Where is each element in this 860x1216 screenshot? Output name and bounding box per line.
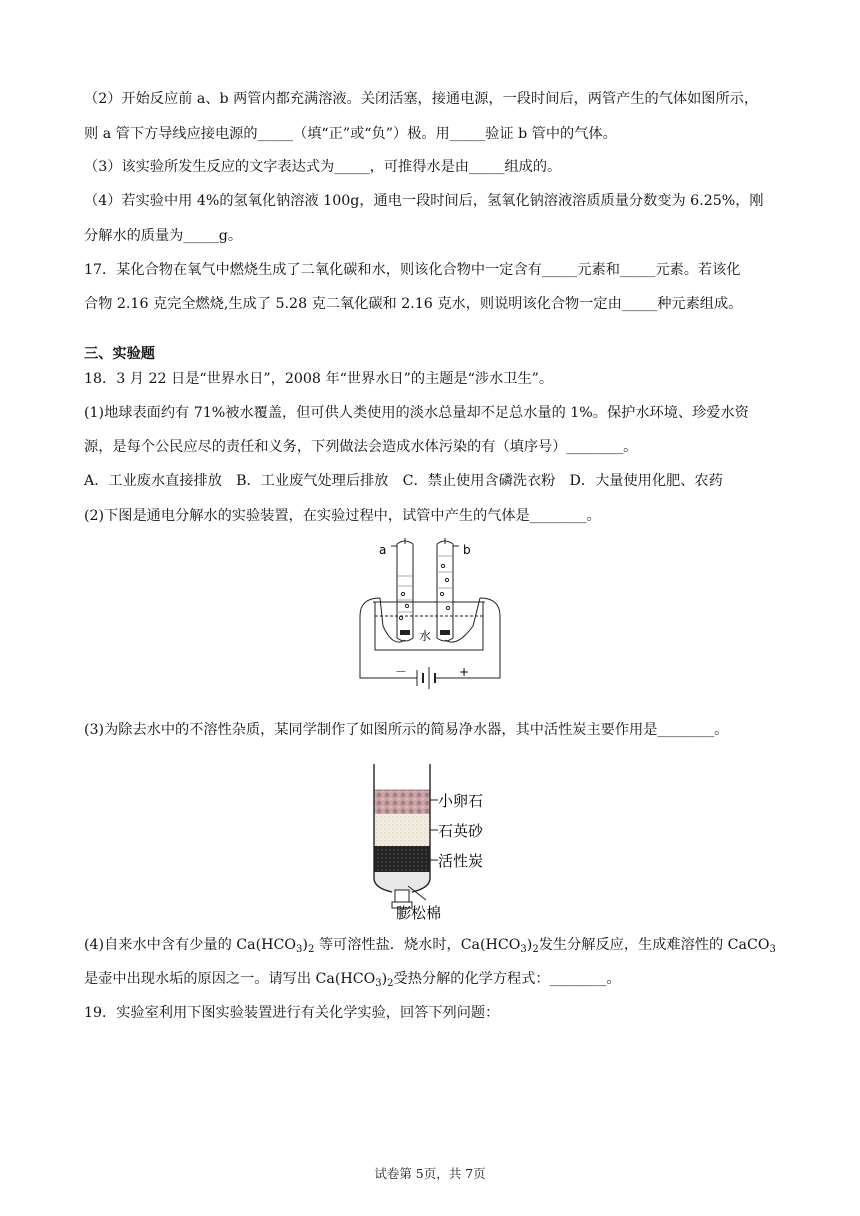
q18-intro: 18．3 月 22 日是“世界水日”，2008 年“世界水日”的主题是“涉水卫生”。 bbox=[84, 371, 554, 387]
page-footer: 试卷第 5页，共 7页 bbox=[374, 1166, 486, 1181]
negative-terminal-label: － bbox=[395, 665, 408, 679]
activated-carbon-layer-label: 活性炭 bbox=[438, 852, 484, 870]
cotton-layer-label: 膨松棉 bbox=[396, 904, 442, 922]
q18-part1-line1: (1)地球表面约有 71%被水覆盖，但可供人类使用的淡水总量却不足总水量的 1%。保护水环境、珍爱水资 bbox=[84, 405, 749, 421]
q17-line1: 17．某化合物在氧气中燃烧生成了二氧化碳和水，则该化合物中一定含有_____元素和_____元素。若该化 bbox=[84, 262, 741, 278]
tube-a-label: a bbox=[379, 543, 387, 557]
water-filter-figure bbox=[360, 760, 500, 922]
q16-part4-line2: 分解水的质量为_____g。 bbox=[84, 228, 243, 244]
q19: 19．实验室利用下图实验装置进行有关化学实验，回答下列问题： bbox=[84, 1005, 500, 1021]
q18-part4-line1: (4)自来水中含有少量的 $Ca(HCO_3)_2$ 等可溶性盐．烧水时，$Ca(HCO_3)_2$发生分解反应，生成难溶性的 CaCO$_3$ bbox=[84, 937, 776, 955]
water-label: 水 bbox=[419, 629, 432, 643]
tube-b-label: b bbox=[463, 543, 471, 557]
section-heading: 三、实验题 bbox=[84, 346, 155, 362]
q18-part4-line2: 是壶中出现水垢的原因之一。请写出 $Ca(HCO_3)_2$受热分解的化学方程式：________。 bbox=[84, 971, 621, 989]
q16-part2-line2: 则 a 管下方导线应接电源的_____（填“正”或“负”）极。用_____验证 b 管中的气体。 bbox=[84, 126, 617, 142]
q18-part2: (2)下图是通电分解水的实验装置，在实验过程中，试管中产生的气体是________。 bbox=[84, 508, 601, 524]
electrolysis-apparatus-figure bbox=[355, 536, 505, 706]
positive-terminal-label: + bbox=[459, 665, 470, 679]
quartz-sand-layer-label: 石英砂 bbox=[438, 822, 484, 840]
q16-part3: （3）该实验所发生反应的文字表达式为_____，可推得水是由_____组成的。 bbox=[84, 159, 562, 175]
q18-part3: (3)为除去水中的不溶性杂质，某同学制作了如图所示的简易净水器，其中活性炭主要作用是________。 bbox=[84, 722, 729, 738]
q16-part4-line1: （4）若实验中用 4%的氢氧化钠溶液 100g，通电一段时间后，氢氧化钠溶液溶质质量分数变为 6.25%，刚 bbox=[84, 193, 764, 209]
q18-options: A．工业废水直接排放 B．工业废气处理后排放 C．禁止使用含磷洗衣粉 D．大量使用化肥、农药 bbox=[84, 473, 723, 489]
q18-part1-line2: 源，是每个公民应尽的责任和义务，下列做法会造成水体污染的有（填序号）________。 bbox=[84, 439, 638, 455]
q16-part2-line1: （2）开始反应前 a、b 两管内都充满溶液。关闭活塞，接通电源，一段时间后，两管产生的气体如图所示， bbox=[84, 91, 759, 107]
pebble-layer-label: 小卵石 bbox=[438, 792, 484, 810]
q17-line2: 合物 2.16 克完全燃烧,生成了 5.28 克二氧化碳和 2.16 克水，则说明该化合物一定由_____种元素组成。 bbox=[84, 296, 743, 312]
